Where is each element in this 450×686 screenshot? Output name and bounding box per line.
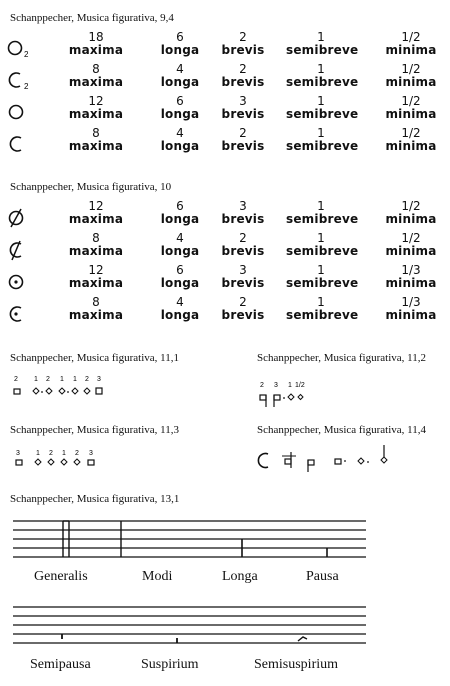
circle-2-icon xyxy=(7,37,33,61)
minima-cell: 1/2 minima xyxy=(385,126,437,153)
figure-digit: 2 xyxy=(49,450,53,457)
table-row xyxy=(0,200,450,234)
semicircle-dot-icon xyxy=(7,302,33,326)
semibreve-note-icon xyxy=(72,388,78,394)
longa-cell: 6 longa xyxy=(160,94,200,121)
table-row xyxy=(0,127,450,161)
brevis-cell: 2 brevis xyxy=(221,62,265,89)
brevis-cell: 3 brevis xyxy=(221,199,265,226)
figure-digit: 1 xyxy=(60,376,64,383)
semibreve-note-icon xyxy=(48,459,54,465)
semibreve-cell: 1 semibreve xyxy=(286,231,359,258)
semibreve-dotted-icon xyxy=(358,458,369,464)
example-caption-11-1: Schanppecher, Musica figurativa, 11,1 xyxy=(10,352,179,364)
figure-digit: 2 xyxy=(14,376,18,383)
table-row xyxy=(0,296,450,330)
longa-dotted-icon xyxy=(274,395,285,407)
longa-note-icon xyxy=(260,395,266,407)
example-caption-11-3: Schanppecher, Musica figurativa, 11,3 xyxy=(10,424,179,436)
minima-note-icon xyxy=(381,445,387,463)
table-row xyxy=(0,232,450,266)
semibreve-note-icon xyxy=(288,394,294,400)
longa-note-icon xyxy=(282,452,296,468)
brevis-cell: 2 brevis xyxy=(221,30,265,57)
semibreve-cell: 1 semibreve xyxy=(286,30,359,57)
figure-digit: 1 xyxy=(288,382,292,389)
label-pausa: Pausa xyxy=(306,569,339,584)
example-caption-11-2: Schanppecher, Musica figurativa, 11,2 xyxy=(257,352,426,364)
maxima-cell: 12 maxima xyxy=(68,94,124,121)
notation-example-11-1 xyxy=(0,370,120,406)
brevis-note-icon xyxy=(14,389,20,394)
minima-cell: 1/3 minima xyxy=(385,295,437,322)
table-row xyxy=(0,63,450,97)
figure-digit: 2 xyxy=(75,450,79,457)
semicircle-icon xyxy=(7,133,33,157)
figure-digit: 3 xyxy=(16,450,20,457)
section-caption-9-4: Schanppecher, Musica figurativa, 9,4 xyxy=(10,12,174,24)
figure-digit: 2 xyxy=(46,376,50,383)
brevis-cell: 2 brevis xyxy=(221,295,265,322)
longa-note-icon xyxy=(308,460,314,472)
svg-text:2: 2 xyxy=(24,82,29,91)
longa-cell: 6 longa xyxy=(160,199,200,226)
figure-digit: 1 xyxy=(73,376,77,383)
figure-digit: 3 xyxy=(274,382,278,389)
minima-cell: 1/3 minima xyxy=(385,263,437,290)
minima-cell: 1/2 minima xyxy=(385,199,437,226)
figure-digit: 2 xyxy=(260,382,264,389)
staff-top xyxy=(0,510,450,570)
svg-text:2: 2 xyxy=(24,50,29,59)
semibreve-dotted-icon xyxy=(33,388,43,394)
semibreve-dotted-icon xyxy=(59,388,69,394)
maxima-cell: 8 maxima xyxy=(68,126,124,153)
table-row xyxy=(0,95,450,129)
minima-cell: 1/2 minima xyxy=(385,62,437,89)
brevis-cell: 3 brevis xyxy=(221,94,265,121)
maxima-cell: 8 maxima xyxy=(68,231,124,258)
brevis-cell: 2 brevis xyxy=(221,126,265,153)
minima-cell: 1/2 minima xyxy=(385,94,437,121)
maxima-cell: 12 maxima xyxy=(68,199,124,226)
semicircle-2-icon xyxy=(7,69,33,93)
figure-digit: 2 xyxy=(85,376,89,383)
maxima-cell: 8 maxima xyxy=(68,62,124,89)
label-longa: Longa xyxy=(222,569,258,584)
semibreve-note-icon xyxy=(74,459,80,465)
table-row xyxy=(0,31,450,65)
semibreve-cell: 1 semibreve xyxy=(286,295,359,322)
semibreve-cell: 1 semibreve xyxy=(286,263,359,290)
table-row xyxy=(0,264,450,298)
label-semipausa: Semipausa xyxy=(30,657,91,672)
example-caption-11-4: Schanppecher, Musica figurativa, 11,4 xyxy=(257,424,426,436)
figure-digit: 1 xyxy=(34,376,38,383)
longa-cell: 6 longa xyxy=(160,30,200,57)
longa-cell: 4 longa xyxy=(160,62,200,89)
circle-slash-icon xyxy=(7,206,33,230)
semibreve-note-icon xyxy=(35,459,41,465)
semibreve-note-icon xyxy=(61,459,67,465)
section-caption-13-1: Schanppecher, Musica figurativa, 13,1 xyxy=(10,493,180,505)
semibreve-cell: 1 semibreve xyxy=(286,126,359,153)
maxima-cell: 12 maxima xyxy=(68,263,124,290)
figure-digit: 1 xyxy=(62,450,66,457)
notation-example-11-3 xyxy=(0,444,120,474)
semibreve-cell: 1 semibreve xyxy=(286,62,359,89)
mensuration-semicircle-icon xyxy=(258,454,268,468)
figure-digit: 3 xyxy=(97,376,101,383)
semibreve-note-icon xyxy=(84,388,90,394)
maxima-cell: 18 maxima xyxy=(68,30,124,57)
longa-cell: 4 longa xyxy=(160,231,200,258)
semibreve-note-icon xyxy=(46,388,52,394)
label-semisuspirium: Semisuspirium xyxy=(254,657,339,672)
label-modi: Modi xyxy=(142,569,173,584)
longa-cell: 6 longa xyxy=(160,263,200,290)
minima-cell: 1/2 minima xyxy=(385,231,437,258)
staff-bottom xyxy=(0,597,450,657)
figure-digit: 1 xyxy=(36,450,40,457)
notation-example-11-2 xyxy=(250,376,350,416)
notation-example-11-4 xyxy=(250,442,400,474)
brevis-cell: 3 brevis xyxy=(221,263,265,290)
section-caption-10: Schanppecher, Musica figurativa, 10 xyxy=(10,181,172,193)
minima-cell: 1/2 minima xyxy=(385,30,437,57)
brevis-note-icon xyxy=(16,460,22,465)
maxima-cell: 8 maxima xyxy=(68,295,124,322)
longa-cell: 4 longa xyxy=(160,295,200,322)
brevis-dotted-icon xyxy=(335,459,346,464)
brevis-note-icon xyxy=(96,388,102,394)
semibreve-cell: 1 semibreve xyxy=(286,199,359,226)
figure-digit: 3 xyxy=(89,450,93,457)
minima-note-icon xyxy=(298,395,303,400)
semicircle-slash-icon xyxy=(7,238,33,262)
label-suspirium: Suspirium xyxy=(141,657,199,672)
label-generalis: Generalis xyxy=(34,569,88,584)
brevis-cell: 2 brevis xyxy=(221,231,265,258)
circle-icon xyxy=(7,101,33,125)
semisuspirium-icon xyxy=(298,637,307,641)
figure-digit: 1/2 xyxy=(295,382,305,389)
brevis-note-icon xyxy=(88,460,94,465)
semibreve-cell: 1 semibreve xyxy=(286,94,359,121)
longa-cell: 4 longa xyxy=(160,126,200,153)
circle-dot-icon xyxy=(7,270,33,294)
